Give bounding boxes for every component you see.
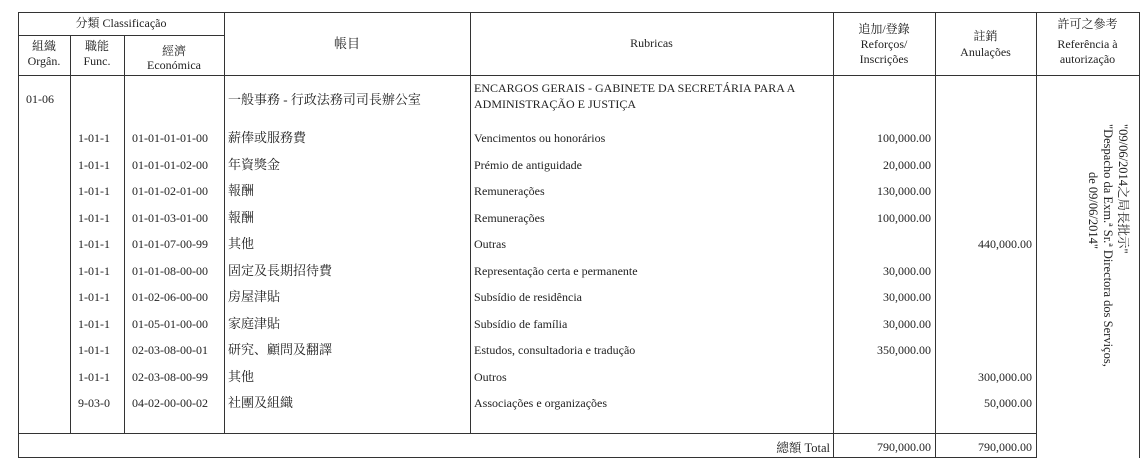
row-rubrica-pt: Subsídio de residência bbox=[474, 290, 582, 304]
row-account-cn: 家庭津貼 bbox=[228, 316, 281, 331]
total-reforco: 790,000.00 bbox=[877, 440, 931, 454]
authorization-reference bbox=[1085, 124, 1130, 367]
econ-header-pt: Económica bbox=[147, 58, 201, 72]
row-func: 1-01-1 bbox=[78, 370, 110, 384]
row-reforco: 100,000.00 bbox=[877, 211, 931, 225]
row-rubrica-pt: Prémio de antiguidade bbox=[474, 158, 582, 172]
row-reforco: 100,000.00 bbox=[877, 131, 931, 145]
row-econ: 01-05-01-00-00 bbox=[132, 317, 208, 331]
row-rubrica-pt: Subsídio de família bbox=[474, 317, 568, 331]
total-label: 總額 Total bbox=[776, 441, 830, 455]
reforcos-header-pt2: Inscrições bbox=[859, 52, 909, 66]
row-anulacao: 300,000.00 bbox=[978, 370, 1032, 384]
organ-header-pt: Orgân. bbox=[27, 54, 61, 68]
row-func: 1-01-1 bbox=[78, 290, 110, 304]
row-func: 1-01-1 bbox=[78, 264, 110, 278]
row-rubrica-pt: Outros bbox=[474, 370, 507, 384]
rubricas-header: Rubricas bbox=[630, 36, 673, 50]
reforcos-header-cn: 追加/登錄 bbox=[858, 22, 910, 36]
row-econ: 01-01-07-00-99 bbox=[132, 237, 208, 251]
row-anulacao: 440,000.00 bbox=[978, 237, 1032, 251]
row-reforco: 350,000.00 bbox=[877, 343, 931, 357]
row-func: 1-01-1 bbox=[78, 158, 110, 172]
row-rubrica-pt: Vencimentos ou honorários bbox=[474, 131, 606, 145]
authorization-line-3: de 09/06/2014" bbox=[1086, 172, 1100, 249]
row-econ: 01-01-03-01-00 bbox=[132, 211, 208, 225]
row-func: 1-01-1 bbox=[78, 317, 110, 331]
group-rubrica-line1: ENCARGOS GERAIS - GABINETE DA SECRETÁRIA PARA A bbox=[474, 81, 796, 95]
row-account-cn: 報酬 bbox=[228, 183, 255, 198]
classification-header: 分類 Classificação bbox=[75, 16, 167, 30]
row-account-cn: 其他 bbox=[228, 236, 255, 251]
group-account-cn: 一般事務 - 行政法務司司長辦公室 bbox=[228, 92, 421, 107]
row-rubrica-pt: Remunerações bbox=[474, 184, 545, 198]
row-account-cn: 研究、顧問及翻譯 bbox=[228, 342, 333, 357]
organ-header-cn: 組織 bbox=[31, 39, 56, 53]
row-rubrica-pt: Associações e organizações bbox=[474, 396, 608, 410]
row-func: 1-01-1 bbox=[78, 237, 110, 251]
anulacoes-header-pt: Anulações bbox=[960, 45, 1011, 59]
func-header-pt: Func. bbox=[83, 54, 111, 68]
reference-header-cn: 許可之參考 bbox=[1057, 17, 1118, 31]
row-reforco: 30,000.00 bbox=[883, 264, 931, 278]
reference-header-pt1: Referência à bbox=[1057, 37, 1118, 51]
budget-table bbox=[18, 12, 1140, 458]
row-func: 9-03-0 bbox=[78, 396, 110, 410]
row-econ: 04-02-00-00-02 bbox=[132, 396, 208, 410]
row-reforco: 30,000.00 bbox=[883, 317, 931, 331]
authorization-line-2: "Despacho da Exm.ª Sr.ª Directora dos Serviços, bbox=[1101, 124, 1115, 367]
row-account-cn: 房屋津貼 bbox=[228, 289, 281, 304]
row-rubrica-pt: Estudos, consultadoria e tradução bbox=[474, 343, 636, 357]
reference-header-pt2: autorização bbox=[1059, 52, 1116, 66]
row-econ: 01-01-08-00-00 bbox=[132, 264, 208, 278]
row-account-cn: 報酬 bbox=[228, 210, 255, 225]
row-reforco: 30,000.00 bbox=[883, 290, 931, 304]
row-account-cn: 社團及組織 bbox=[228, 395, 294, 410]
row-econ: 01-01-02-01-00 bbox=[132, 184, 208, 198]
row-func: 1-01-1 bbox=[78, 211, 110, 225]
authorization-line-1: "09/06/2014之局長批示" bbox=[1116, 124, 1130, 254]
row-func: 1-01-1 bbox=[78, 343, 110, 357]
row-econ: 02-03-08-00-01 bbox=[132, 343, 208, 357]
row-account-cn: 年資獎金 bbox=[228, 157, 281, 172]
anulacoes-header-cn: 註銷 bbox=[973, 29, 998, 43]
row-econ: 02-03-08-00-99 bbox=[132, 370, 208, 384]
row-rubrica-pt: Representação certa e permanente bbox=[474, 264, 638, 278]
row-econ: 01-01-01-02-00 bbox=[132, 158, 208, 172]
row-econ: 01-01-01-01-00 bbox=[132, 131, 208, 145]
row-account-cn: 其他 bbox=[228, 369, 255, 384]
row-reforco: 130,000.00 bbox=[877, 184, 931, 198]
row-account-cn: 薪俸或服務費 bbox=[228, 130, 307, 145]
row-anulacao: 50,000.00 bbox=[984, 396, 1032, 410]
organ-code: 01-06 bbox=[26, 92, 54, 106]
func-header-cn: 職能 bbox=[84, 39, 109, 53]
row-reforco: 20,000.00 bbox=[883, 158, 931, 172]
account-header: 帳目 bbox=[333, 36, 360, 51]
row-rubrica-pt: Remunerações bbox=[474, 211, 545, 225]
total-anulacao: 790,000.00 bbox=[978, 440, 1032, 454]
reforcos-header-pt1: Reforços/ bbox=[860, 37, 908, 51]
table-grid bbox=[18, 12, 1140, 458]
row-func: 1-01-1 bbox=[78, 184, 110, 198]
row-rubrica-pt: Outras bbox=[474, 237, 506, 251]
row-func: 1-01-1 bbox=[78, 131, 110, 145]
econ-header-cn: 經濟 bbox=[161, 44, 186, 58]
row-account-cn: 固定及長期招待費 bbox=[228, 263, 333, 278]
group-rubrica-line2: ADMINISTRAÇÃO E JUSTIÇA bbox=[474, 97, 637, 111]
row-econ: 01-02-06-00-00 bbox=[132, 290, 208, 304]
